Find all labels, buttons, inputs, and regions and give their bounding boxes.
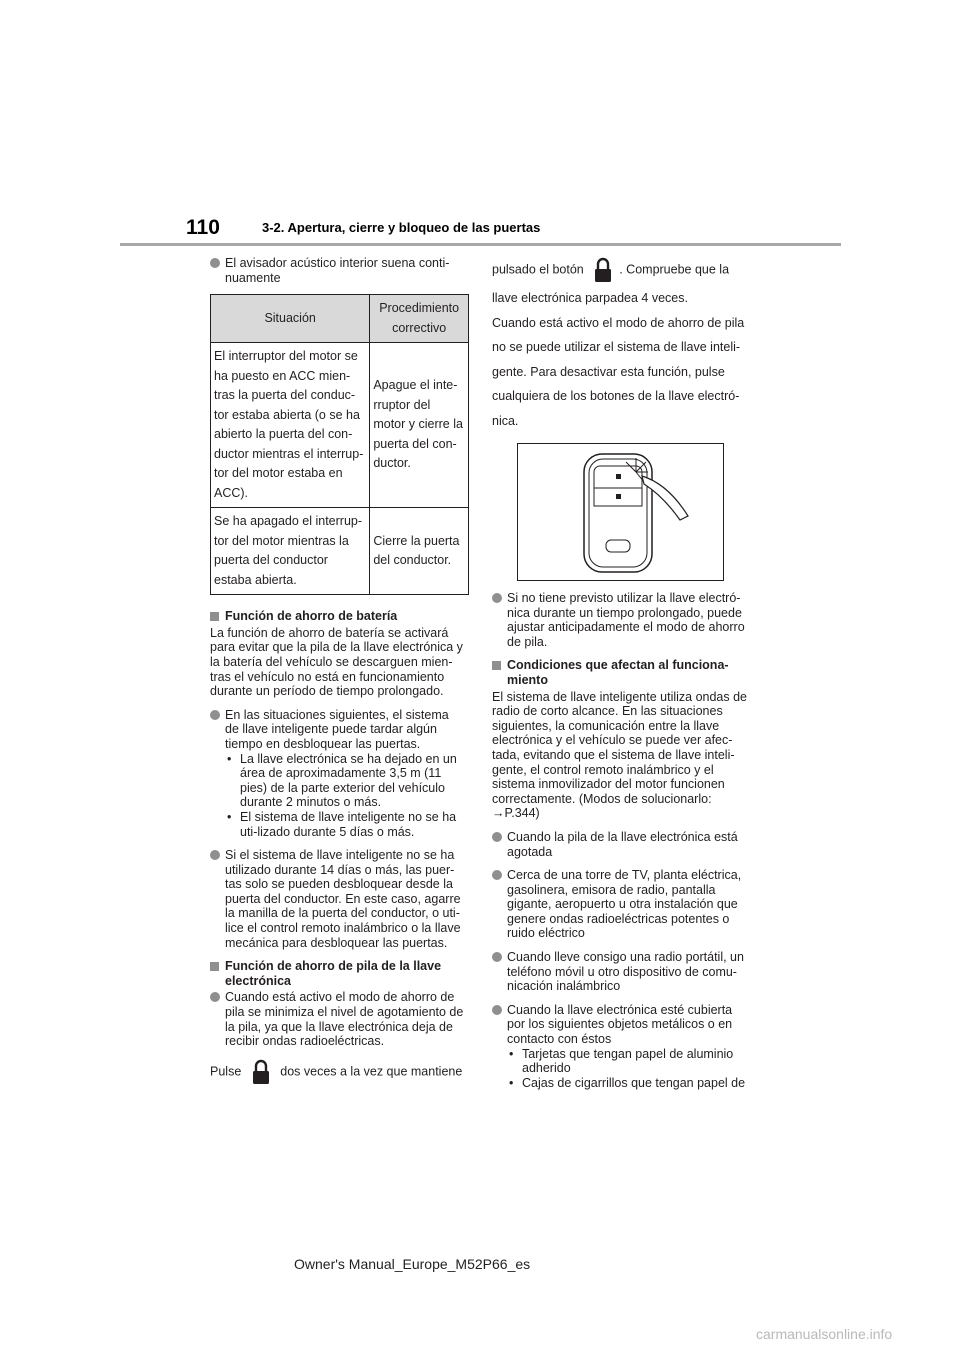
paragraph: Cuando está activo el modo de ahorro de pila no se puede utilizar el sistema de llave inteli-gente. Para desactivar esta función, pulse cualquiera de los botones de la llave electró-nica.	[492, 315, 745, 428]
bullet-text: En las situaciones siguientes, el sistema de llave inteligente puede tardar algún tiempo en desbloquear las puertas.	[225, 707, 449, 751]
list-item	[210, 990, 466, 1048]
bullet-icon	[492, 832, 502, 842]
table-row	[211, 508, 469, 595]
table-cell-situation: El interruptor del motor se ha puesto en ACC mien-tras la puerta del conduc-tor estaba abierta (o se ha abierto la puerta del con-ductor mientras el interrup-tor del motor estaba en ACC).	[211, 343, 370, 508]
table-row	[211, 343, 469, 508]
page-reference-link[interactable]: →P.344)	[492, 806, 540, 821]
cont-text-b: . Compruebe que la	[619, 262, 730, 277]
sub-item-text: La llave electrónica se ha dejado en un área de aproximadamente 3,5 m (11 pies) de la parte exterior del vehículo durante 2 minutos o más.	[240, 751, 457, 810]
table-cell-procedure: Apague el inte-rruptor del motor y cierre la puerta del con-ductor.	[370, 343, 469, 508]
key-fob-icon	[518, 444, 723, 580]
bullet-icon	[210, 992, 220, 1002]
list-item	[492, 591, 748, 649]
list-item	[492, 950, 748, 994]
sub-list-item	[225, 810, 466, 839]
section-heading	[492, 658, 748, 687]
heading-text: Condiciones que afectan al funciona-miento	[507, 658, 729, 687]
list-item	[492, 830, 748, 859]
situation-table	[210, 294, 469, 595]
sub-list-item	[225, 752, 466, 810]
intro-bullet-text: El avisador acústico interior suena conti-nuamente	[225, 256, 450, 285]
bullet-icon	[492, 593, 502, 603]
key-fob-illustration	[517, 443, 724, 581]
paragraph: La función de ahorro de batería se activará para evitar que la pila de la llave electrónica y la batería del vehículo se descarguen mien-tras el vehículo no está en funcionamiento durante un período de tiempo prolongado.	[210, 625, 463, 699]
list-item	[210, 708, 466, 839]
heading-text: Función de ahorro de batería	[225, 609, 398, 624]
bullet-icon	[210, 850, 220, 860]
paragraph	[492, 690, 748, 821]
pulse-text-b: dos veces a la vez que mantiene	[280, 1064, 463, 1079]
conditions-text: El sistema de llave inteligente utiliza ondas de radio de corto alcance. En las situaciones siguientes, la comunicación entre la llave electrónica y el vehículo se puede ver afec-tada, evitando que el sistema de llave inteli-gente, el control remoto inalámbrico y el sistema inmovilizador del motor funcionen correctamente. (Modos de solucionarlo:	[492, 689, 748, 806]
section-heading	[210, 609, 466, 624]
cont-text-c: llave electrónica parpadea 4 veces.	[492, 291, 688, 305]
bullet-text: Cuando está activo el modo de ahorro de pila se minimiza el nivel de agotamiento de la pila, ya que la llave electrónica deja de recibir ondas radioeléctricas.	[225, 990, 464, 1049]
heading-text: Función de ahorro de pila de la llave electrónica	[225, 959, 442, 988]
bullet-icon	[492, 1005, 502, 1015]
bullet-icon	[210, 710, 220, 720]
header-divider	[120, 243, 841, 246]
bullet-text: Cuando la llave electrónica esté cubierta por los siguientes objetos metálicos o en contacto con éstos	[507, 1002, 733, 1047]
section-heading	[210, 959, 466, 988]
heading-square-icon	[492, 661, 501, 670]
watermark: carmanualsonline.info	[756, 1326, 893, 1342]
list-item	[492, 868, 748, 941]
right-column	[492, 256, 748, 1099]
sub-bullet-marker: •	[509, 1075, 514, 1090]
bullet-text: Si el sistema de llave inteligente no se ha utilizado durante 14 días o más, las puer-tas solo se pueden desbloquear desde la puerta del conductor. En este caso, agarre la manilla de la puerta del conductor, o uti-lice el control remoto inalámbrico o la llave mecánica para desbloquear las puertas.	[225, 848, 461, 950]
continuation-text	[492, 256, 748, 284]
bullet-text: Si no tiene previsto utilizar la llave electró-nica durante un tiempo prolongado, puede ajustar anticipadamente el modo de ahorro de pila.	[507, 591, 745, 649]
sub-bullet-marker: •	[227, 751, 232, 766]
sub-bullet-marker: •	[509, 1046, 514, 1061]
list-item	[210, 848, 466, 950]
bullet-icon	[210, 258, 220, 268]
pulse-text-a: Pulse	[210, 1064, 242, 1079]
page-number: 110	[186, 216, 220, 239]
sub-item-text: Tarjetas que tengan papel de aluminio adherido	[522, 1046, 734, 1076]
bullet-text: Cuando lleve consigo una radio portátil, un teléfono móvil u otro dispositivo de comu-nicación inalámbrico	[507, 950, 744, 994]
pulse-instruction	[210, 1058, 466, 1086]
lock-icon	[249, 1058, 273, 1086]
left-column	[210, 256, 466, 1092]
bullet-icon	[492, 952, 502, 962]
cont-text-a: pulsado el botón	[492, 262, 584, 277]
table-header-procedure: Procedimiento correctivo	[370, 295, 469, 343]
section-title: 3-2. Apertura, cierre y bloqueo de las puertas	[262, 220, 541, 235]
table-cell-procedure: Cierre la puerta del conductor.	[370, 508, 469, 595]
bullet-icon	[492, 870, 502, 880]
heading-square-icon	[210, 612, 219, 621]
table-cell-situation: Se ha apagado el interrup-tor del motor mientras la puerta del conductor estaba abierta.	[211, 508, 370, 595]
bullet-text: Cuando la pila de la llave electrónica está agotada	[507, 829, 738, 859]
sub-bullet-marker: •	[227, 809, 232, 824]
list-item	[492, 1003, 748, 1091]
heading-square-icon	[210, 962, 219, 971]
sub-item-text: Cajas de cigarrillos que tengan papel de	[522, 1075, 746, 1090]
sub-list-item	[507, 1047, 748, 1076]
footer-doc-name: Owner's Manual_Europe_M52P66_es	[294, 1256, 531, 1272]
lock-icon	[591, 256, 615, 284]
bullet-text: Cerca de una torre de TV, planta eléctrica, gasolinera, emisora de radio, pantalla gigante, aeropuerto u otra instalación que genere ondas radioeléctricas potentes o ruido eléctrico	[507, 868, 742, 941]
sub-item-text: El sistema de llave inteligente no se ha uti-lizado durante 5 días o más.	[240, 809, 457, 839]
table-header-situation: Situación	[211, 295, 370, 343]
list-item	[210, 256, 466, 285]
sub-list-item	[507, 1076, 748, 1091]
